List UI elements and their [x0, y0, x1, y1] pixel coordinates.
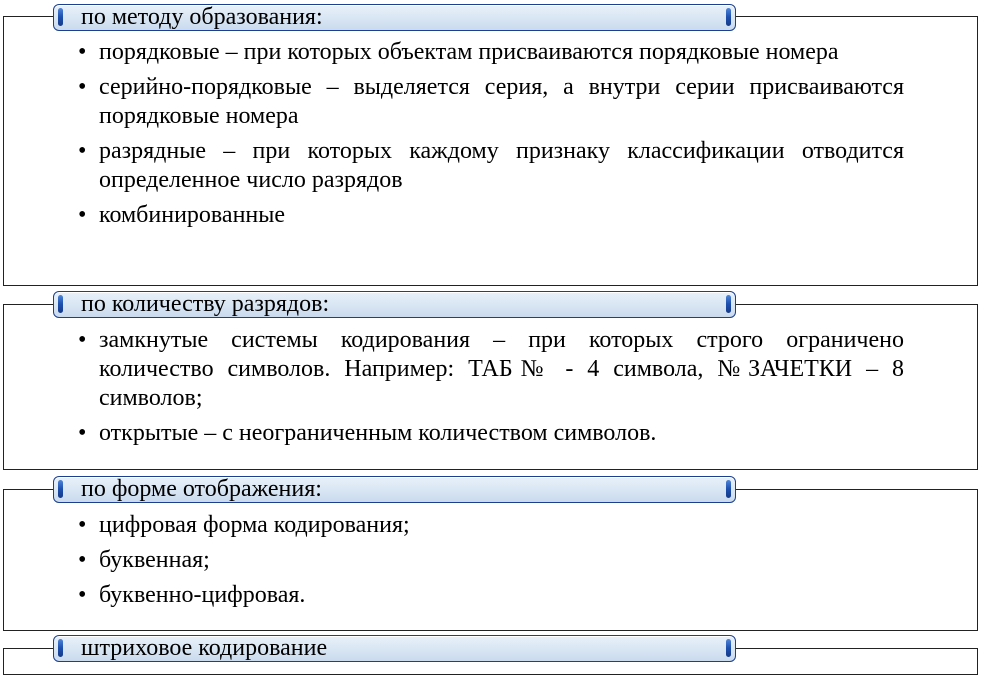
- list-item: • комбинированные: [78, 201, 904, 230]
- header-cap-left: [58, 480, 63, 498]
- section-title: по методу образования:: [81, 4, 323, 30]
- list-item: • буквенно-цифровая.: [78, 581, 904, 610]
- header-cap-left: [58, 639, 63, 657]
- list-item: • серийно-порядковые – выделяется серия, а внутри серии присваиваются порядковые номера: [78, 73, 904, 131]
- header-cap-right: [726, 480, 731, 498]
- list-item: • порядковые – при которых объектам присваиваются порядковые номера: [78, 38, 904, 67]
- header-cap-right: [726, 8, 731, 26]
- list-item: • буквенная;: [78, 546, 904, 575]
- section-header-form: [53, 476, 736, 503]
- section-list-digits: [78, 326, 904, 454]
- section-header-barcode: [53, 635, 736, 662]
- list-item: • цифровая форма кодирования;: [78, 511, 904, 540]
- section-title: по форме отображения:: [81, 476, 322, 502]
- section-list-method: [78, 38, 904, 236]
- header-cap-left: [58, 295, 63, 313]
- header-cap-right: [726, 295, 731, 313]
- header-cap-right: [726, 639, 731, 657]
- header-cap-left: [58, 8, 63, 26]
- section-header-digits: [53, 291, 736, 318]
- list-item: • открытые – с неограниченным количеством символов.: [78, 419, 904, 448]
- list-item: • разрядные – при которых каждому признаку классификации отводится определенное число разрядов: [78, 137, 904, 195]
- list-item: • замкнутые системы кодирования – при которых строго ограничено количество символов. Например: ТАБ№ - 4 символа, №ЗАЧЕТКИ – 8 символов;: [78, 326, 904, 413]
- section-title: по количеству разрядов:: [81, 291, 330, 317]
- section-title: штриховое кодирование: [81, 635, 328, 661]
- section-header-method: [53, 4, 736, 31]
- section-list-form: [78, 511, 904, 616]
